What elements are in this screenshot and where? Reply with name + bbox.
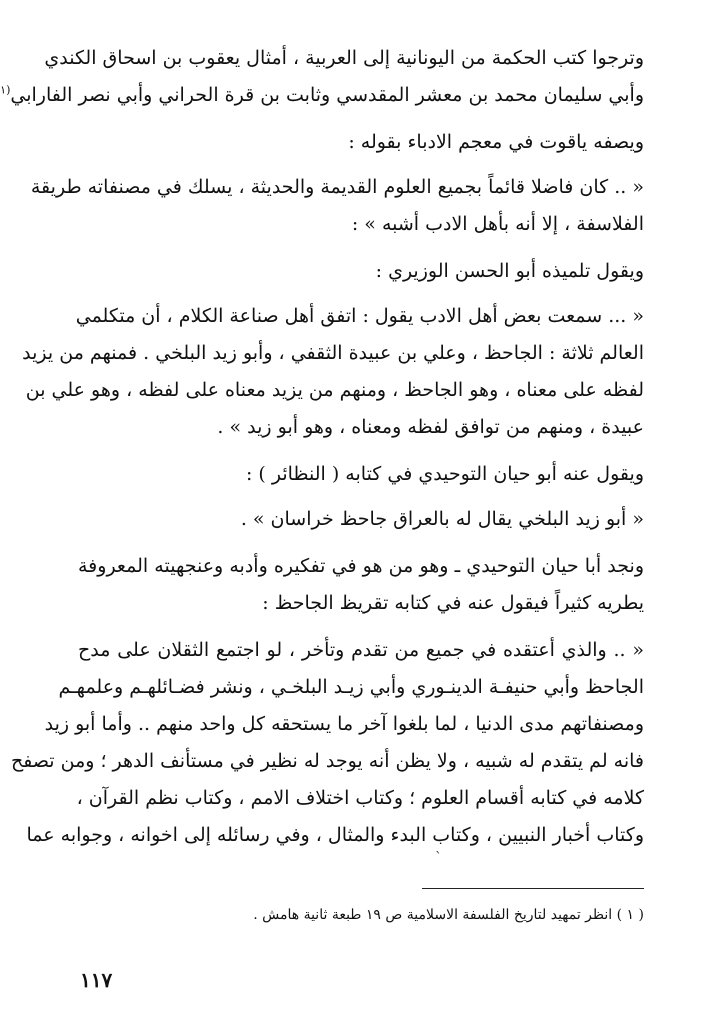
text-line: وترجوا كتب الحكمة من اليونانية إلى العربية ، أمثال يعقوب بن اسحاق الكندي [44,47,644,69]
text-line: ويقول تلميذه أبو الحسن الوزيري : [375,260,644,282]
stray-mark: ˋ [435,850,442,866]
text-line: الجاحظ وأبي حنيفـة الدينـوري وأبي زيـد البلخـي ، ونشر فضـائلهـم وعلمهـم [58,676,644,698]
text-line: « ... سمعت بعض أهل الادب يقول : اتفق أهل صناعة الكلام ، أن متكلمي [75,305,644,327]
text-line: كلامه في كتابه أقسام العلوم ؛ وكتاب اختلاف الامم ، وكتاب نظم القرآن ، [76,787,644,809]
text-line: « .. والذي أعتقده في جميع من تقدم وتأخر ، لو اجتمع الثقلان على مدح [78,639,644,661]
text-line: فانه لم يتقدم له شبيه ، ولا يظن أنه يوجد له نظير في مستأنف الدهر ؛ ومن تصفح [10,750,644,772]
paragraph-tawhidi-quote [78,501,644,538]
footnote-separator [422,888,644,889]
paragraph-wazir-quote [22,298,644,446]
paragraph-translators [0,40,644,114]
text-line: العالم ثلاثة : الجاحظ ، وعلي بن عبيدة الثقفي ، وأبو زيد البلخي . فمنهم من يزيد [22,342,644,364]
text-line-content: وأبي سليمان محمد بن معشر المقدسي وثابت بن قرة الحراني وأبي نصر الفارابي [10,84,644,106]
text-line: ويقول عنه أبو حيان التوحيدي في كتابه ( النظائر ) : [245,463,644,485]
text-line: ونجد أبا حيان التوحيدي ـ وهو من هو في تفكيره وأدبه وعنجهيته المعروفة [78,555,644,577]
paragraph-yaqut-quote [30,169,644,243]
paragraph-tawhidi-praise-quote [10,632,644,854]
text-line: ومصنفاتهم مدى الدنيا ، لما بلغوا آخر ما يستحقه كل واحد منهم .. وأما أبو زيد [44,713,644,735]
text-line: ويصفه ياقوت في معجم الادباء بقوله : [348,131,644,153]
text-line [0,77,644,114]
paragraph-wazir-intro [78,253,644,290]
text-line: وكتاب أخبار النبيين ، وكتاب البدء والمثال ، وفي رسائله إلى اخوانه ، وجوابه عما [26,824,644,846]
paragraph-tawhidi-praise-intro [78,548,644,622]
text-line: لفظه على معناه ، وهو الجاحظ ، ومنهم من يزيد معناه على لفظه ، وهو علي بن [25,379,644,401]
page-body [0,40,644,864]
text-line: « .. كان فاضلا قائماً بجميع العلوم القديمة والحديثة ، يسلك في مصنفاته طريقة [30,176,644,198]
text-line: عبيدة ، ومنهم من توافق لفظه ومعناه ، وهو أبو زيد » . [217,416,644,438]
paragraph-tawhidi-intro [78,456,644,493]
page-number: ١١٧ [80,968,113,992]
text-line: يطريه كثيراً فيقول عنه في كتابه تقريظ الجاحظ : [262,592,644,614]
text-line: « أبو زيد البلخي يقال له بالعراق جاحظ خراسان » . [240,508,644,530]
paragraph-yaqut-intro [78,124,644,161]
footnote-reference[interactable]: (١ [0,83,11,97]
text-line: الفلاسفة ، إلا أنه بأهل الادب أشبه » : [351,213,644,235]
footnote: ( ١ ) انظر تمهيد لتاريخ الفلسفة الاسلامية ص ١٩ طبعة ثانية هامش . [253,907,644,923]
